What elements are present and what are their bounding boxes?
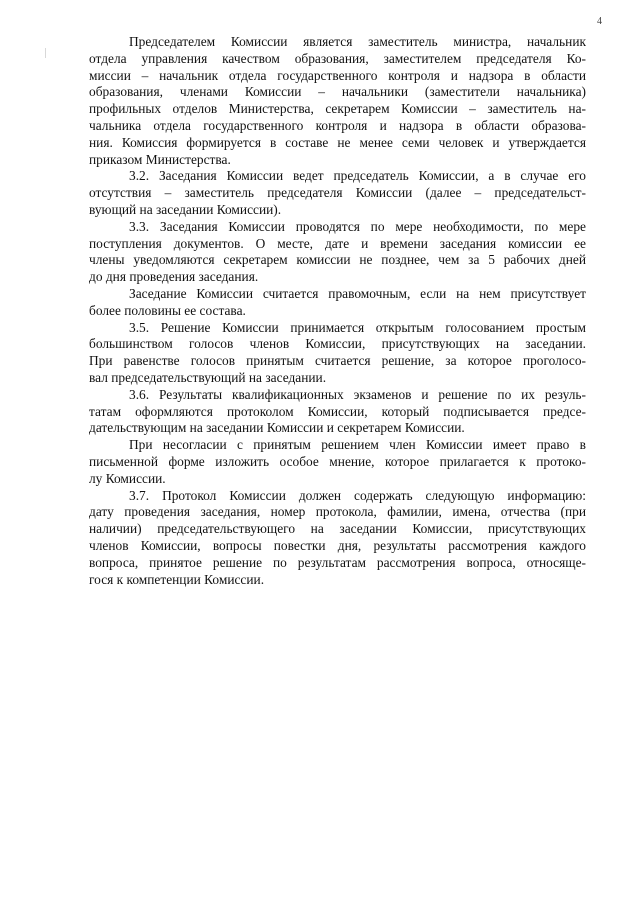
text-line: миссии – начальник отдела государственного контроля и надзора в области xyxy=(89,67,586,83)
paragraph-3-2-meeting-chair xyxy=(89,168,586,218)
text-line: 3.7. Протокол Комиссии должен содержать следующую информацию: xyxy=(129,487,586,503)
text-line: чальника отдела государственного контроля и надзора в области образова- xyxy=(89,117,586,133)
text-line: отсутствия – заместитель председателя Комиссии (далее – председательст- xyxy=(89,185,586,201)
scan-margin-mark xyxy=(45,48,46,58)
text-line: Заседание Комиссии считается правомочным, если на нем присутствует xyxy=(129,285,586,301)
text-line: 3.2. Заседания Комиссии ведет председатель Комиссии, а в случае его xyxy=(129,168,586,184)
text-line: 3.5. Решение Комиссии принимается открытым голосованием простым xyxy=(129,319,586,335)
paragraph-quorum xyxy=(89,286,586,320)
text-line: образования, членами Комиссии – начальники (заместители начальника) xyxy=(89,84,586,100)
text-line: профильных отделов Министерства, секретарем Комиссии – заместитель на- xyxy=(89,101,586,117)
text-line: членов Комиссии, вопросы повестки дня, результаты рассмотрения каждого xyxy=(89,537,586,553)
text-line: большинством голосов членов Комиссии, присутствующих на заседании. xyxy=(89,336,586,352)
text-line: дату проведения заседания, номер протокола, фамилии, имена, отчества (при xyxy=(89,504,586,520)
page-number: 4 xyxy=(597,16,602,27)
paragraph-dissenting-opinion xyxy=(89,437,586,487)
paragraph-3-6-results-protocol xyxy=(89,387,586,437)
text-line: вующий на заседании Комиссии). xyxy=(89,201,282,217)
text-line: дательствующим на заседании Комиссии и секретарем Комиссии. xyxy=(89,420,465,436)
text-line: до дня проведения заседания. xyxy=(89,269,259,285)
text-line: 3.3. Заседания Комиссии проводятся по мере необходимости, по мере xyxy=(129,218,586,234)
paragraph-chairman-composition xyxy=(89,34,586,168)
text-line: отдела управления качеством образования, заместителем председателя Ко- xyxy=(89,50,586,66)
text-line: ния. Комиссия формируется в составе не менее семи человек и утверждается xyxy=(89,134,586,150)
paragraph-3-3-meeting-schedule xyxy=(89,219,586,286)
text-line: Председателем Комиссии является заместитель министра, начальник xyxy=(129,34,586,49)
text-line: более половины ее состава. xyxy=(89,302,246,318)
text-line: вал председательствующий на заседании. xyxy=(89,369,327,385)
text-line: татам оформляются протоколом Комиссии, который подписывается предсе- xyxy=(89,403,586,419)
document-body xyxy=(89,34,586,588)
text-line: письменной форме изложить особое мнение, которое прилагается к протоко- xyxy=(89,453,586,469)
text-line: При равенстве голосов принятым считается решение, за которое проголосо- xyxy=(89,353,586,369)
text-line: наличии) председательствующего на заседании Комиссии, присутствующих xyxy=(89,521,586,537)
text-line: вопроса, принятое решение по результатам рассмотрения вопроса, относяще- xyxy=(89,554,586,570)
text-line: члены уведомляются секретарем комиссии не позднее, чем за 5 рабочих дней xyxy=(89,252,586,268)
text-line: 3.6. Результаты квалификационных экзаменов и решение по их резуль- xyxy=(129,386,586,402)
text-line: гося к компетенции Комиссии. xyxy=(89,571,265,587)
text-line: лу Комиссии. xyxy=(89,470,166,486)
text-line: приказом Министерства. xyxy=(89,151,231,167)
text-line: При несогласии с принятым решением член Комиссии имеет право в xyxy=(129,437,586,453)
text-line: поступления документов. О месте, дате и времени заседания комиссии ее xyxy=(89,235,586,251)
paragraph-3-5-voting xyxy=(89,320,586,387)
paragraph-3-7-protocol-contents xyxy=(89,488,586,589)
